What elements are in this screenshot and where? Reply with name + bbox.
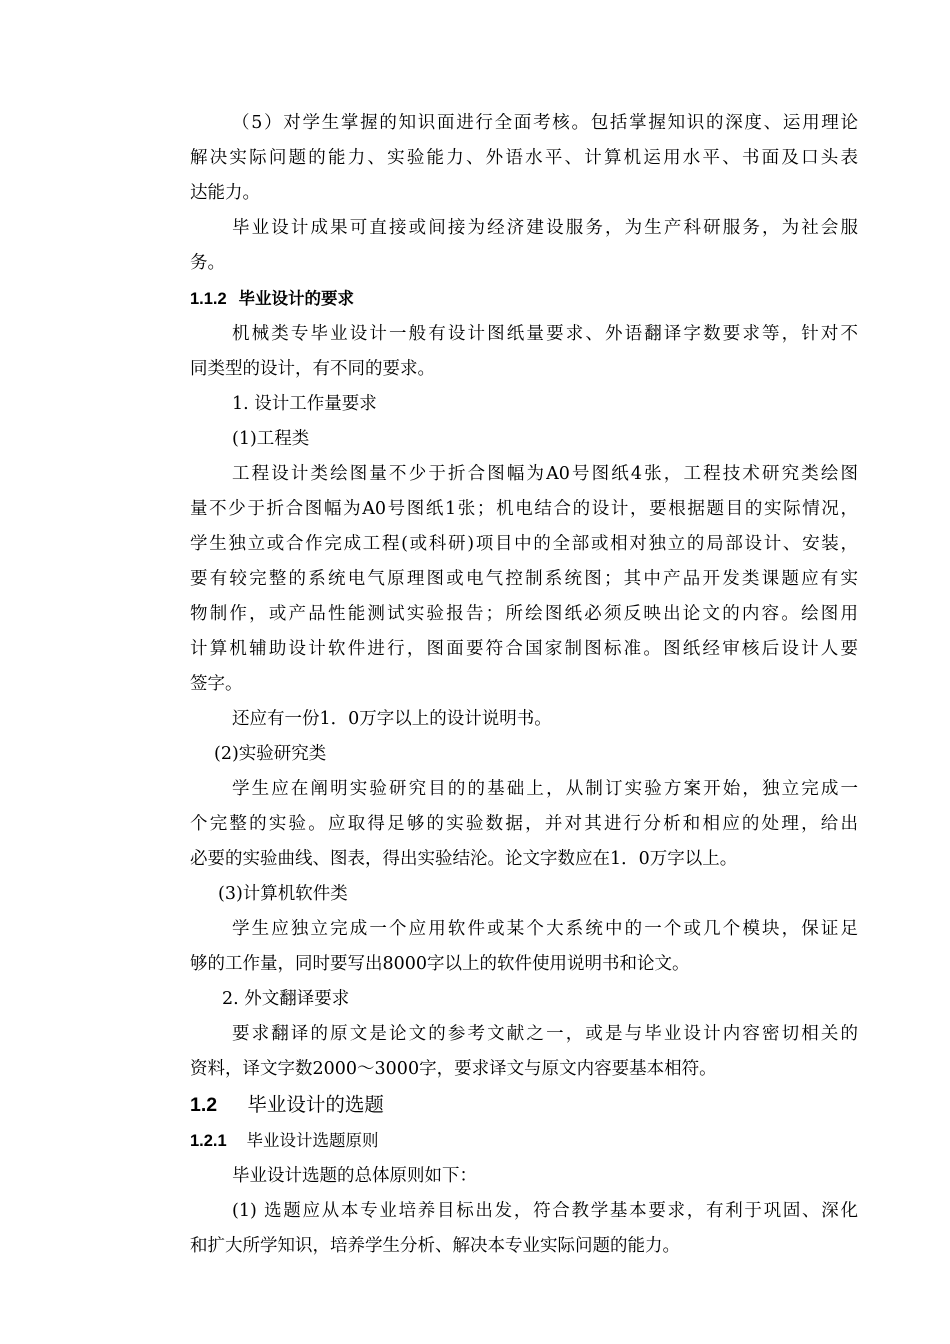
heading-text: 毕业设计选题原则 xyxy=(246,1131,379,1150)
heading-number: 1.2.1 xyxy=(190,1132,227,1150)
list-item: 1. 设计工作量要求 xyxy=(232,394,377,414)
section-heading-1-1-2 xyxy=(190,288,354,310)
paragraph-line: 物制作，或产品性能测试实验报告；所绘图纸必须反映出论文的内容。绘图用 xyxy=(190,604,858,624)
paragraph-line: 学生应在阐明实验研究目的的基础上，从制订实验方案开始，独立完成一 xyxy=(232,779,858,799)
list-item: (3)计算机软件类 xyxy=(218,884,348,904)
paragraph-line: 达能力。 xyxy=(190,183,260,203)
paragraph-line: 机械类专毕业设计一般有设计图纸量要求、外语翻译字数要求等，针对不 xyxy=(232,324,858,344)
paragraph-line: 还应有一份1．0万字以上的设计说明书。 xyxy=(232,709,552,729)
paragraph-line: 资料，译文字数2000～3000字，要求译文与原文内容要基本相符。 xyxy=(190,1059,717,1079)
paragraph-line: 要有较完整的系统电气原理图或电气控制系统图；其中产品开发类课题应有实 xyxy=(190,569,858,589)
paragraph-line: 个完整的实验。应取得足够的实验数据，并对其进行分析和相应的处理，给出 xyxy=(190,814,858,834)
section-heading-1-2-1 xyxy=(190,1130,378,1152)
paragraph-line: 毕业设计选题的总体原则如下： xyxy=(232,1166,477,1186)
paragraph-line: 解决实际问题的能力、实验能力、外语水平、计算机运用水平、书面及口头表 xyxy=(190,148,858,168)
paragraph-line: 和扩大所学知识，培养学生分析、解决本专业实际问题的能力。 xyxy=(190,1236,680,1256)
paragraph-line: 必要的实验曲线、图表，得出实验结沦。论文字数应在1．0万字以上。 xyxy=(190,849,738,869)
section-heading-1-2 xyxy=(190,1093,384,1117)
paragraph-line: 量不少于折合图幅为A0号图纸1张；机电结合的设计，要根据题目的实际情况， xyxy=(190,499,858,519)
paragraph-line: 要求翻译的原文是论文的参考文献之一，或是与毕业设计内容密切相关的 xyxy=(232,1024,858,1044)
list-item: (1)工程类 xyxy=(232,429,310,449)
paragraph-line: 学生独立或合作完成工程(或科研)项目中的全部或相对独立的局部设计、安装， xyxy=(190,534,858,554)
paragraph-line: 计算机辅助设计软件进行，图面要符合国家制图标准。图纸经审核后设计人要 xyxy=(190,639,858,659)
heading-text: 毕业设计的选题 xyxy=(247,1093,384,1116)
paragraph-line: 工程设计类绘图量不少于折合图幅为A0号图纸4张，工程技术研究类绘图 xyxy=(232,464,858,484)
paragraph-line: 同类型的设计，有不同的要求。 xyxy=(190,359,435,379)
heading-number: 1.1.2 xyxy=(190,290,227,308)
list-item: (2)实验研究类 xyxy=(214,744,327,764)
paragraph-line: 学生应独立完成一个应用软件或某个大系统中的一个或几个模块，保证足 xyxy=(232,919,858,939)
paragraph-line: 毕业设计成果可直接或间接为经济建设服务，为生产科研服务，为社会服 xyxy=(232,218,858,238)
paragraph-line: 够的工作量，同时要写出8000字以上的软件使用说明书和论文。 xyxy=(190,954,690,974)
paragraph-line: (1) 选题应从本专业培养目标出发，符合教学基本要求，有利于巩固、深化 xyxy=(232,1201,858,1221)
paragraph-line: （5）对学生掌握的知识面进行全面考核。包括掌握知识的深度、运用理论 xyxy=(232,113,858,133)
paragraph-line: 务。 xyxy=(190,253,225,273)
heading-text: 毕业设计的要求 xyxy=(238,289,354,308)
list-item: 2. 外文翻译要求 xyxy=(222,989,350,1009)
heading-number: 1.2 xyxy=(190,1094,218,1116)
paragraph-line: 签字。 xyxy=(190,674,243,694)
